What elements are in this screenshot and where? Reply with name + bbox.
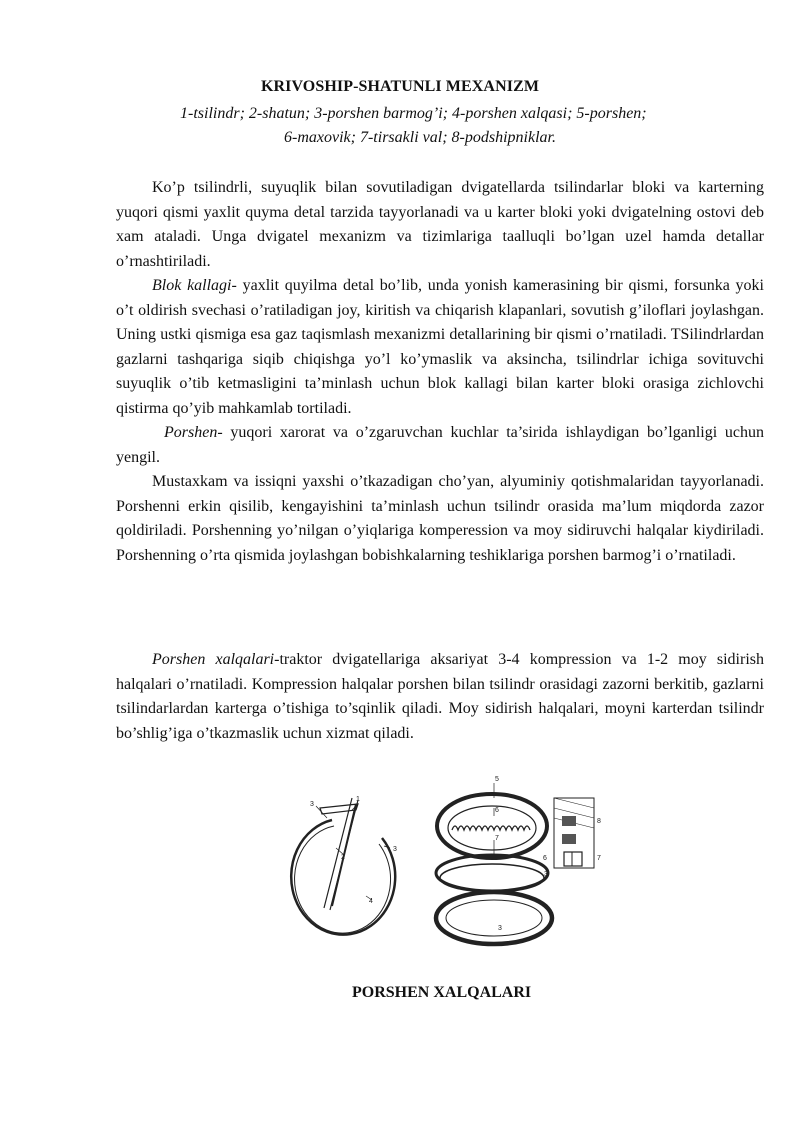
page-title: KRIVOSHIP-SHATUNLI MEXANIZM [260,78,540,95]
paragraph-3 [116,421,764,470]
label-right-5a: 5 [495,776,499,783]
label-right-6a: 6 [495,807,499,814]
term-porshen: Porshen- [164,424,223,441]
body-text-bottom [116,648,764,746]
paragraph-5-text: -traktor dvigatellariga aksariyat 3-4 kompression va 1-2 moy sidirish halqalari o’rnatiladi. Kompression halqalar porshen bilan tsilindr orasidagi zazorni berkitib, gazlarni tsilindarlardan karterga o’tishiga to’sqinlik qiladi. Moy sidirish halqalari, moyni karterdan tsilindr bo’shlig’iga o’tkazmaslik uchun xizmat qiladi. [116,651,765,742]
paragraph-4: Mustaxkam va issiqni yaxshi o’tkazadigan cho’yan, alyuminiy qotishmalaridan tayyorlanadi. Porshenni erkin qisilib, kengayishini ta’minlash uchun tsilindr orasida ma’lum miqdorda zazor qoldiriladi. Porshenning yo’nilgan o’yiqlariga komperession va moy sidiruvchi halqalar kiydiriladi. Porshenning o’rta qismida joylashgan bobishkalarning teshiklariga porshen barmog’i o’rnatiladi. [116,473,764,564]
paragraph-2 [116,274,764,421]
piston-rings-figure [272,768,622,953]
label-right-6b: 6 [543,855,547,862]
term-blok-kallagi: Blok kallagi- [152,277,237,294]
label-right-3b: 3 [498,925,502,932]
oil-ring-assembly-drawing [436,783,594,944]
caption-line-1: 1-tsilindr; 2-shatun; 3-porshen barmog’i; 4-porshen xalqasi; 5-porshen; [180,105,647,122]
label-left-2: 2 [341,854,345,861]
label-right-7a: 7 [495,835,499,842]
label-left-3a: 3 [310,801,314,808]
label-left-1: 1 [356,796,360,803]
figure-title: PORSHEN XALQALARI [352,984,532,1001]
caption-line-2: 6-maxovik; 7-tirsakli val; 8-podshipniklar. [284,129,556,146]
paragraph-5 [116,648,764,746]
piston-rings-illustration [272,768,622,953]
split-ring-drawing [291,798,395,935]
body-text-top [116,176,764,568]
label-left-3b: 3 [393,846,397,853]
label-left-4: 4 [369,898,373,905]
term-porshen-xalqalari: Porshen xalqalari [152,651,275,668]
label-right-7b: 7 [597,855,601,862]
label-right-8: 8 [597,818,601,825]
label-right-3a: 3 [544,871,548,878]
paragraph-3-text: yuqori xarorat va o’zgaruvchan kuchlar ta’sirida ishlaydigan bo’lganligi uchun yengil. [116,424,764,466]
paragraph-1: Ko’p tsilindrli, suyuqlik bilan sovutiladigan dvigatellarda tsilindarlar bloki va karterning yuqori qismi yaxlit quyma detal tarzida tayyorlanadi va u karter bloki yoki dvigatelning ostovi deb xam ataladi. Unga dvigatel mexanizm va tizimlariga taalluqli bo’lgan uzel hamda detallar o’rnashtiriladi. [116,179,764,270]
paragraph-2-text: yaxlit quyilma detal bo’lib, unda yonish kamerasining bir qismi, forsunka yoki o’t oldirish svechasi o’ratiladigan joy, kiritish va chiqarish klapanlari, sovutish g’iloflari joylashgan. Uning ustki qismiga esa gaz taqismlash mexanizmi detallarining bir qismi o’rnatiladi. TSilindrlardan gazlarni tashqariga siqib chiqishga yo’l ko’ymaslik va aksincha, tsilindrlar ichiga sovituvchi suyuqlik o’tib ketmasligini ta’minlash uchun blok kallagi bilan karter bloki orasiga zichlovchi qistirma qo’yib mahkamlab tortiladi. [116,277,765,417]
